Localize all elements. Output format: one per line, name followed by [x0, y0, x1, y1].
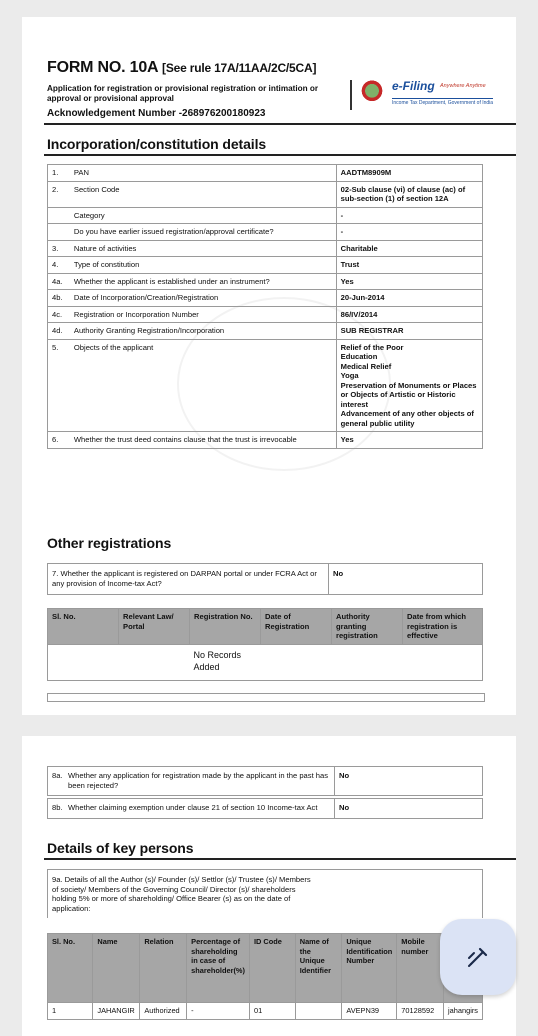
table-row — [48, 644, 483, 680]
key-persons-heading: Details of key persons — [47, 840, 194, 856]
row-number: 3. — [48, 240, 70, 257]
efiling-logo: e-Filing Anywhere Anytime Income Tax Department, Government of India — [350, 78, 500, 112]
table-row — [48, 181, 483, 207]
header-divider — [44, 123, 516, 125]
table-row: 8b. Whether claiming exemption under clause 21 of section 10 Income-tax Act No — [48, 799, 483, 819]
row-value: AADTM8909M — [336, 165, 482, 182]
row-number: 4a. — [48, 273, 70, 290]
table-row — [48, 165, 483, 182]
col-sl-no: Sl. No. — [48, 609, 119, 645]
q8-table — [47, 766, 483, 796]
incorporation-table — [47, 164, 483, 449]
table-row — [48, 870, 483, 919]
q9a-table — [47, 869, 483, 918]
table-row: 8a. Whether any application for registration made by the applicant in the past has been rejected? No — [48, 767, 483, 796]
row-label: Do you have earlier issued registration/approval certificate? — [70, 224, 336, 241]
table-row — [48, 564, 483, 595]
row-number: 4c. — [48, 306, 70, 323]
table-row — [48, 207, 483, 224]
q8a-label: Whether any application for registration made by the applicant in the past has been rejected? — [68, 767, 335, 796]
q7-label: 7. Whether the applicant is registered on DARPAN portal or under FCRA Act or any provision of Income-tax Act? — [48, 564, 329, 595]
row-value: Yes — [336, 432, 482, 449]
table-header-row — [48, 609, 483, 645]
row-label: Whether the trust deed contains clause that the trust is irrevocable — [70, 432, 336, 449]
section-divider — [44, 858, 516, 860]
row-number — [48, 224, 70, 241]
row-value: Trust — [336, 257, 482, 274]
q8b-value: No — [335, 799, 483, 819]
col-relevant-law: Relevant Law/ Portal — [119, 609, 190, 645]
row-number: 5. — [48, 339, 70, 432]
q7-value: No — [329, 564, 483, 595]
empty-table-strip — [47, 693, 485, 702]
edit-button[interactable] — [440, 919, 516, 995]
table-row — [48, 224, 483, 241]
registrations-table — [47, 608, 483, 681]
no-records-text: No Records Added — [190, 644, 483, 680]
table-row — [48, 339, 483, 432]
row-label: Objects of the applicant — [70, 339, 336, 432]
table-row: 1 JAHANGIR Authorized - 01 AVEPN39 70128592 jahangirs — [48, 1003, 483, 1020]
incorporation-heading: Incorporation/constitution details — [47, 136, 267, 152]
row-value: SUB REGISTRAR — [336, 323, 482, 340]
acknowledgement-number: Acknowledgement Number -268976200180923 — [47, 108, 266, 119]
row-value: - — [336, 207, 482, 224]
row-label: Date of Incorporation/Creation/Registration — [70, 290, 336, 307]
row-label: PAN — [70, 165, 336, 182]
table-row — [48, 432, 483, 449]
row-number: 4d. — [48, 323, 70, 340]
row-number: 6. — [48, 432, 70, 449]
document-page-2 — [22, 736, 516, 1036]
form-subtitle: Application for registration or provisional registration or intimation or approval or provisional approval — [47, 84, 319, 103]
row-number: 2. — [48, 181, 70, 207]
q9a-text: 9a. Details of all the Author (s)/ Founder (s)/ Settlor (s)/ Trustee (s)/ Members of society/ Members of the Governing Council/ Director (s)/ shareholders holding 5% or more of shareholding/ Office Bearer (s) as on the date of application: — [48, 870, 483, 919]
row-value: 20-Jun-2014 — [336, 290, 482, 307]
row-number: 4b. — [48, 290, 70, 307]
table-row — [48, 306, 483, 323]
col-authority: Authority granting registration — [332, 609, 403, 645]
col-registration-no: Registration No. — [190, 609, 261, 645]
row-number — [48, 207, 70, 224]
row-label: Nature of activities — [70, 240, 336, 257]
row-value: 02-Sub clause (vi) of clause (ac) of sub-section (1) of section 12A — [336, 181, 482, 207]
row-value: 86/IV/2014 — [336, 306, 482, 323]
col-date-effective: Date from which registration is effective — [403, 609, 483, 645]
section-divider — [44, 154, 516, 156]
q8b-table — [47, 798, 483, 819]
table-row — [48, 273, 483, 290]
table-row — [48, 323, 483, 340]
row-label: Category — [70, 207, 336, 224]
table-row — [48, 290, 483, 307]
row-label: Authority Granting Registration/Incorporation — [70, 323, 336, 340]
key-persons-table — [47, 933, 483, 1020]
document-page-1 — [22, 17, 516, 715]
q8a-value: No — [335, 767, 483, 796]
row-label: Whether the applicant is established under an instrument? — [70, 273, 336, 290]
edit-pen-icon — [465, 944, 491, 970]
col-date-of-registration: Date of Registration — [261, 609, 332, 645]
row-label: Type of constitution — [70, 257, 336, 274]
row-label: Section Code — [70, 181, 336, 207]
row-value: Relief of the Poor Education Medical Relief Yoga Preservation of Monuments or Places or Objects of Artistic or Historic interest Advancement of any other objects of general public utility — [336, 339, 482, 432]
row-label: Registration or Incorporation Number — [70, 306, 336, 323]
form-title: FORM NO. 10A [See rule 17A/11AA/2C/5CA] — [47, 59, 317, 76]
table-header-row: Sl. No. Name Relation Percentage of shareholding in case of shareholder(%) ID Code Name of the Unique Identifier Unique Identification Number Mobile number — [48, 934, 483, 1003]
table-row — [48, 257, 483, 274]
other-registrations-heading: Other registrations — [47, 535, 172, 551]
q7-table — [47, 563, 483, 595]
row-value: - — [336, 224, 482, 241]
row-value: Charitable — [336, 240, 482, 257]
national-emblem-icon — [360, 78, 384, 110]
row-number: 1. — [48, 165, 70, 182]
q8b-label: Whether claiming exemption under clause 21 of section 10 Income-tax Act — [68, 799, 335, 819]
table-row — [48, 240, 483, 257]
row-value: Yes — [336, 273, 482, 290]
row-number: 4. — [48, 257, 70, 274]
